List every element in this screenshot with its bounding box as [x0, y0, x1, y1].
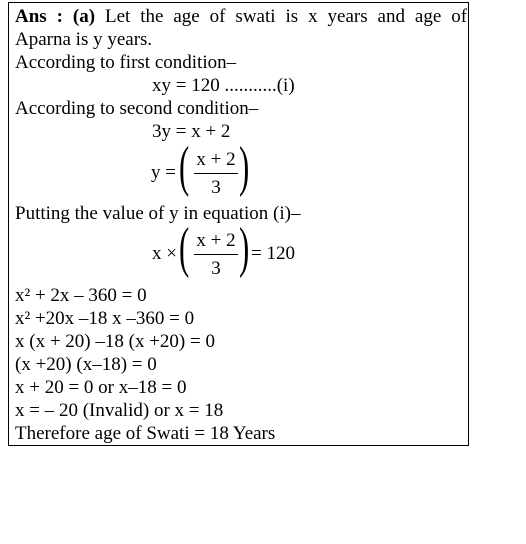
equation-4-lhs: x ×	[152, 243, 177, 264]
intro-text-1: Let the age of swati is x years and age of	[104, 6, 468, 27]
equation-1: xy = 120 ...........(i)	[152, 75, 295, 96]
option-label: (a)	[72, 6, 96, 27]
equation-3-lhs: y =	[151, 162, 176, 183]
condition-2-heading: According to second condition–	[15, 98, 259, 119]
fraction-numerator: x + 2	[196, 149, 236, 170]
fraction-numerator: x + 2	[196, 230, 236, 251]
step-5: x + 20 = 0 or x–18 = 0	[15, 377, 187, 398]
equation-2: 3y = x + 2	[152, 121, 231, 142]
step-2: x² +20x –18 x –360 = 0	[15, 308, 195, 329]
fraction-x-plus-2-over-3-second	[179, 217, 259, 282]
left-paren: (	[179, 217, 190, 279]
step-4: (x +20) (x–18) = 0	[15, 354, 157, 375]
right-paren: )	[239, 217, 250, 279]
right-paren: )	[239, 136, 250, 198]
putting-line: Putting the value of y in equation (i)–	[15, 203, 301, 224]
fraction-bar	[194, 173, 238, 174]
fraction-bar	[194, 254, 238, 255]
step-1: x² + 2x – 360 = 0	[15, 285, 147, 306]
intro-line-1	[15, 6, 467, 28]
equation-4-rhs: = 120	[251, 243, 295, 264]
step-3: x (x + 20) –18 (x +20) = 0	[15, 331, 215, 352]
step-6: x = – 20 (Invalid) or x = 18	[15, 400, 224, 421]
left-paren: (	[179, 136, 190, 198]
condition-1-heading: According to first condition–	[15, 52, 237, 73]
fraction-denominator: 3	[211, 258, 221, 279]
ans-colon: :	[56, 6, 63, 27]
ans-label: Ans	[15, 6, 47, 27]
answer-box	[8, 2, 469, 446]
conclusion: Therefore age of Swati = 18 Years	[15, 423, 276, 444]
intro-line-2: Aparna is y years.	[15, 29, 153, 50]
fraction-x-plus-2-over-3	[179, 136, 259, 201]
fraction-denominator: 3	[211, 177, 221, 198]
